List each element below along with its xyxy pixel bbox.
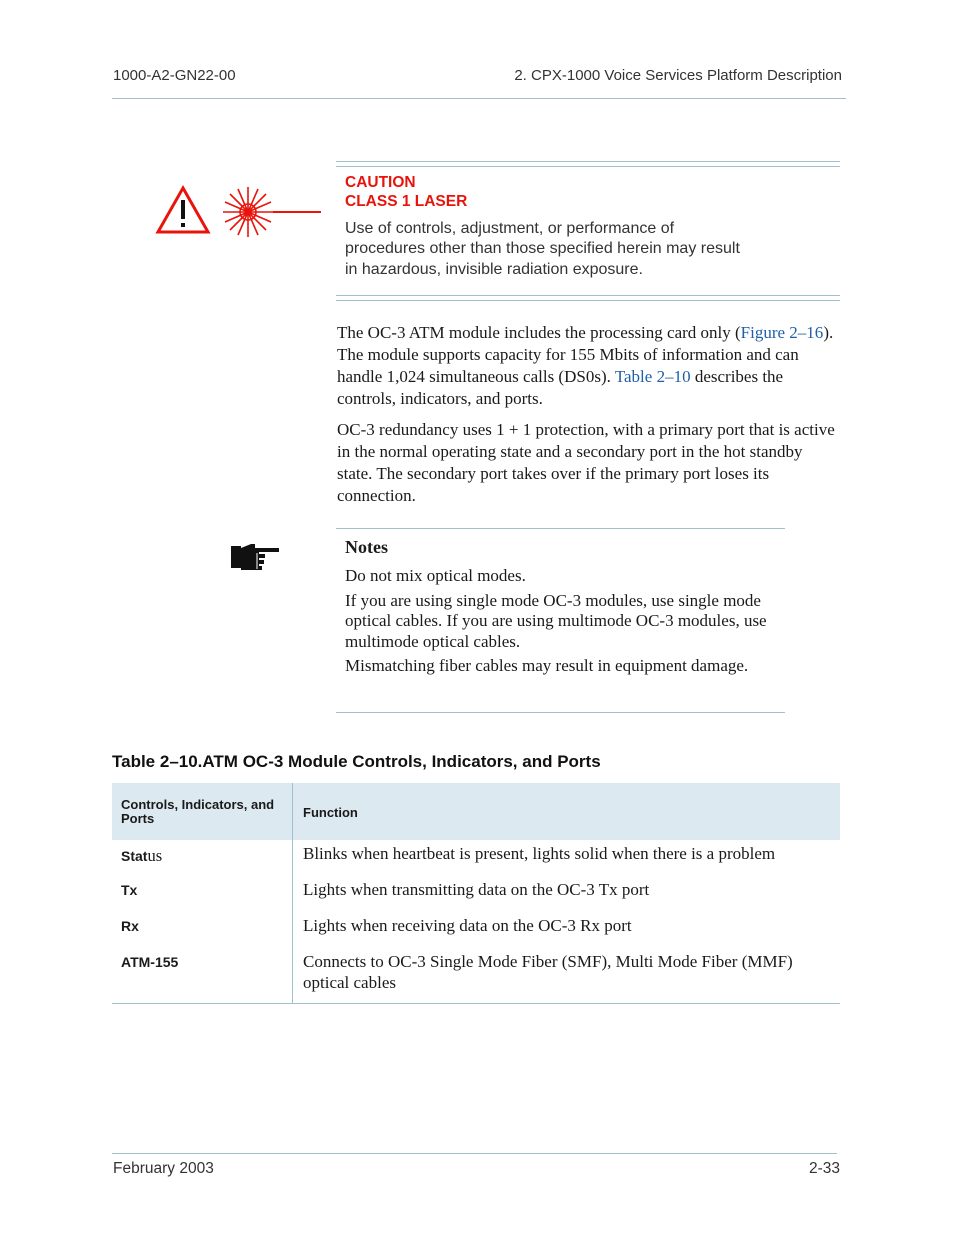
paragraph-text: The OC-3 ATM module includes the processing card only ( [337,323,741,342]
table-bottom-rule [112,1003,840,1004]
control-name: Stat [121,848,148,864]
paragraph-redundancy: OC-3 redundancy uses 1 + 1 protection, with a primary port that is active in the normal operating state and a secondary port in the hot standby state. The secondary port takes over if the primary port loses its connection. [337,420,835,505]
table-cell-control [121,846,162,866]
control-name-suffix: us [147,846,163,865]
running-header-doc-number: 1000-A2-GN22-00 [113,67,236,84]
table-header-controls: Controls, Indicators, and Ports [121,797,275,826]
table-cell-control: Rx [121,918,139,934]
caution-bottom-rule [336,295,840,301]
footer-rule [112,1153,837,1154]
running-header-chapter: 2. CPX-1000 Voice Services Platform Description [514,67,842,84]
page-number: 2-33 [808,1160,840,1177]
notes-title: Notes [345,537,388,557]
caution-heading [345,173,467,211]
notes-top-rule [336,528,785,529]
table-header-function: Function [303,805,358,820]
table-2-10-link[interactable]: Table 2–10 [614,367,691,386]
table-cell-function: Blinks when heartbeat is present, lights solid when there is a problem [303,844,776,863]
caution-label: CAUTION [345,174,416,191]
figure-2-16-link[interactable]: Figure 2–16 [740,323,824,342]
table-cell-function: Lights when receiving data on the OC-3 Rx port [303,916,632,935]
laser-starburst-icon [223,187,321,237]
table-caption: Table 2–10.ATM OC-3 Module Controls, Indicators, and Ports [112,752,601,771]
caution-subtitle: CLASS 1 LASER [345,193,468,210]
warning-triangle-icon [158,188,208,232]
note-item: Mismatching fiber cables may result in equipment damage. [345,656,749,675]
note-item: If you are using single mode OC-3 modules, use single mode optical cables. If you are using multimode OC-3 modules, use multimode optical cables. [345,591,767,651]
paragraph-text: ). The module supports capacity for 155 Mbits of information and can handle 1,024 simultaneous calls (DS0s). [337,323,834,386]
table-cell-control: Tx [121,882,138,898]
paragraph-text: describes the controls, indicators, and ports. [337,367,784,408]
header-rule [112,98,846,99]
pointing-hand-icon [229,540,283,572]
note-item: Do not mix optical modes. [345,566,526,585]
table-cell-function: Lights when transmitting data on the OC-3 Tx port [303,880,650,899]
table-cell-function: Connects to OC-3 Single Mode Fiber (SMF), Multi Mode Fiber (MMF) optical cables [303,952,793,992]
paragraph-module-description [337,322,842,410]
caution-text: Use of controls, adjustment, or performance of procedures other than those specified herein may result in hazardous, invisible radiation exposure. [345,220,740,278]
notes-bottom-rule [336,712,785,713]
caution-top-rule [336,161,840,167]
table-cell-control: ATM-155 [121,954,179,970]
table-column-divider [292,783,293,1003]
footer-date: February 2003 [113,1160,214,1177]
caution-icons [155,183,325,241]
